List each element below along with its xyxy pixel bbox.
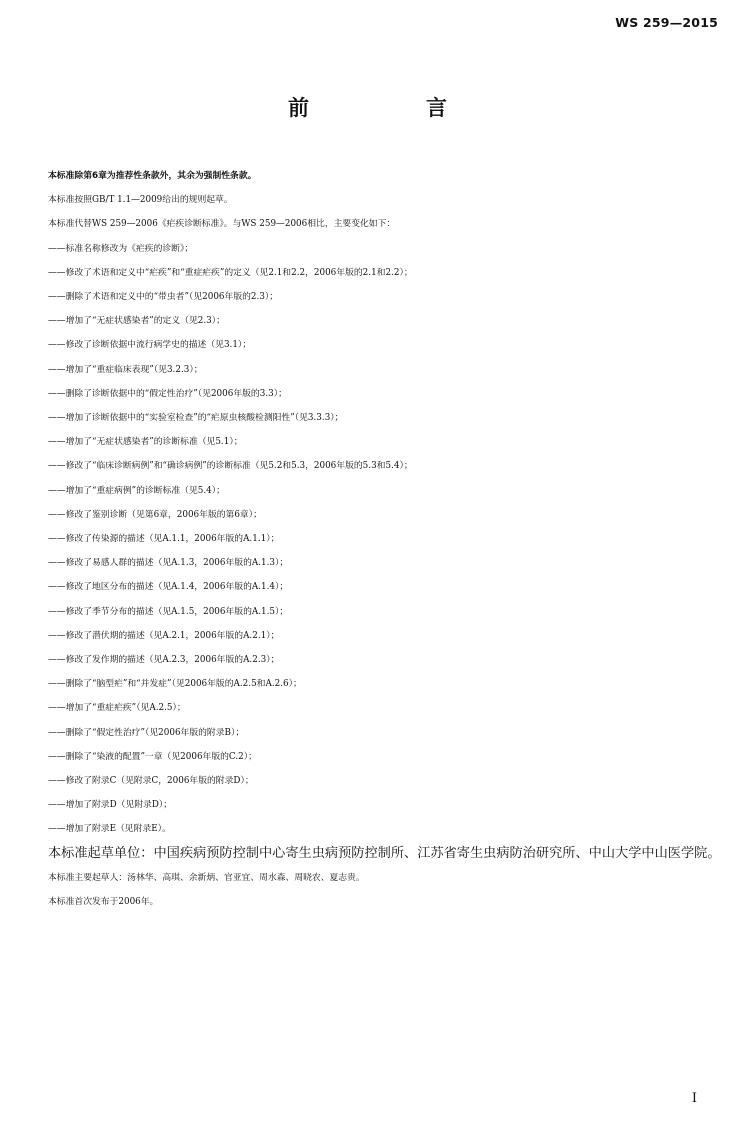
change-item: ——增加了“无症状感染者”的定义（见2.3）； — [48, 316, 225, 327]
change-item: ——增加了诊断依据中的“实验室检查”的“疟原虫核酸检测阳性”（见3.3.3）； — [48, 413, 344, 424]
change-item: ——增加了附录D（见附录D）； — [48, 800, 173, 811]
change-item: ——删除了“脑型疟”和“并发症”（见2006年版的A.2.5和A.2.6）； — [48, 679, 302, 690]
change-item: ——增加了“重症临床表现”（见3.2.3）； — [48, 364, 203, 375]
change-item: ——删除了“染液的配置”一章（见2006年版的C.2）； — [48, 751, 257, 762]
change-item: ——修改了鉴别诊断（见第6章，2006年版的第6章）； — [48, 509, 262, 520]
change-item: ——标准名称修改为《疟疾的诊断》； — [48, 243, 194, 254]
change-item: ——修改了术语和定义中“疟疾”和“重症疟疾”的定义（见2.1和2.2，2006年版的2.1和2.2）； — [48, 267, 413, 278]
page-title: 前 言 — [288, 96, 495, 120]
paragraph-drafting-units: 本标准起草单位：中国疾病预防控制中心寄生虫病预防控制所、江苏省寄生虫病防治研究所、中山大学中山医学院。 — [48, 845, 721, 861]
page-number: I — [691, 1091, 697, 1106]
change-item: ——删除了诊断依据中的“假定性治疗”（见2006年版的3.3）； — [48, 388, 287, 399]
change-item: ——删除了“假定性治疗”（见2006年版的附录B）； — [48, 727, 245, 738]
paragraph-first-issued: 本标准首次发布于2006年。 — [48, 897, 159, 908]
foreword-body — [0, 164, 735, 914]
paragraph-replaces: 本标准代替WS 259—2006《疟疾诊断标准》。与WS 259—2006相比，主要变化如下： — [48, 219, 396, 230]
change-item: ——增加了“重症病例”的诊断标准（见5.4）； — [48, 485, 225, 496]
change-item: ——增加了附录E（见附录E）。 — [48, 824, 171, 835]
change-item: ——修改了地区分布的描述（见A.1.4，2006年版的A.1.4）； — [48, 582, 289, 593]
change-item: ——修改了附录C（见附录C，2006年版的附录D）； — [48, 776, 254, 787]
paragraph-mandatory-clause: 本标准除第6章为推荐性条款外，其余为强制性条款。 — [48, 171, 257, 181]
change-item: ——修改了传染源的描述（见A.1.1，2006年版的A.1.1）； — [48, 534, 280, 545]
change-item: ——增加了“无症状感染者”的诊断标准（见5.1）； — [48, 437, 243, 448]
standard-code: WS 259—2015 — [615, 15, 718, 30]
change-item: ——修改了易感人群的描述（见A.1.3，2006年版的A.1.3）； — [48, 558, 289, 569]
change-item: ——删除了术语和定义中的“带虫者”（见2006年版的2.3）； — [48, 292, 279, 303]
change-item: ——修改了潜伏期的描述（见A.2.1，2006年版的A.2.1）； — [48, 630, 280, 641]
change-item: ——修改了诊断依据中流行病学史的描述（见3.1）； — [48, 340, 252, 351]
change-item: ——修改了“临床诊断病例”和“确诊病例”的诊断标准（见5.2和5.3，2006年版的5.3和5.4）； — [48, 461, 413, 472]
paragraph-drafters: 本标准主要起草人：汤林华、高琪、余新炳、官亚宜、周水森、周晓农、夏志贵。 — [48, 872, 365, 883]
paragraph-drafting-rules: 本标准按照GB/T 1.1—2009给出的规则起草。 — [48, 195, 233, 206]
change-item: ——修改了季节分布的描述（见A.1.5，2006年版的A.1.5）； — [48, 606, 289, 617]
change-item: ——修改了发作期的描述（见A.2.3，2006年版的A.2.3）； — [48, 655, 280, 666]
change-item: ——增加了“重症疟疾”（见A.2.5）； — [48, 703, 186, 714]
